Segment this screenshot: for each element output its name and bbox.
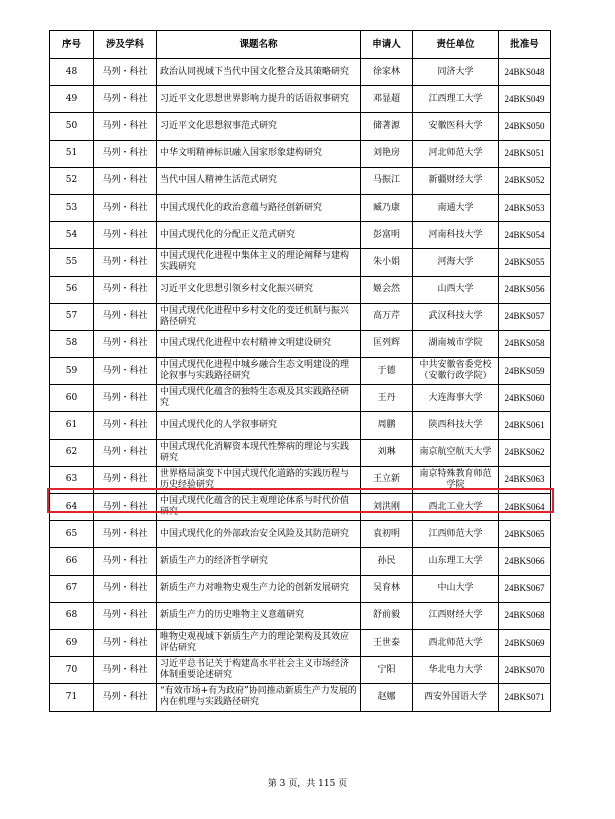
cell-unit: 山西大学	[413, 276, 499, 303]
cell-title: 中国式现代化消解资本现代性弊病的理论与实践研究	[157, 439, 361, 466]
cell-index: 56	[50, 276, 94, 303]
cell-code: 24BKS066	[499, 548, 551, 575]
cell-index: 58	[50, 330, 94, 357]
cell-code: 24BKS053	[499, 194, 551, 221]
cell-title: 新质生产力对唯物史观生产力论的创新发展研究	[157, 575, 361, 602]
cell-discipline: 马列・科社	[94, 575, 157, 602]
cell-title: 世界格局演变下中国式现代化道路的实践历程与历史经验研究	[157, 466, 361, 493]
cell-unit: 西北工业大学	[413, 494, 499, 521]
cell-applicant: 高万芹	[361, 303, 413, 330]
table-row	[50, 684, 551, 711]
table-row	[50, 276, 551, 303]
table-row	[50, 249, 551, 276]
cell-discipline: 马列・科社	[94, 222, 157, 249]
cell-code: 24BKS058	[499, 330, 551, 357]
table-row	[50, 629, 551, 656]
cell-unit: 中山大学	[413, 575, 499, 602]
cell-title: 习近平文化思想叙事范式研究	[157, 113, 361, 140]
cell-applicant: 邓显超	[361, 86, 413, 113]
cell-applicant: 赵娜	[361, 684, 413, 711]
cell-applicant: 刘艳房	[361, 140, 413, 167]
cell-applicant: 刘洪刚	[361, 494, 413, 521]
cell-unit: 江西理工大学	[413, 86, 499, 113]
cell-title: 中国式现代化蕴含的民主观理论体系与时代价值研究	[157, 494, 361, 521]
cell-unit: 河北师范大学	[413, 140, 499, 167]
cell-discipline: 马列・科社	[94, 494, 157, 521]
cell-title: 中国式现代化进程中乡村文化的变迁机制与振兴路径研究	[157, 303, 361, 330]
header-unit: 责任单位	[413, 31, 499, 59]
cell-index: 67	[50, 575, 94, 602]
cell-applicant: 宁阳	[361, 657, 413, 684]
cell-index: 64	[50, 494, 94, 521]
cell-code: 24BKS057	[499, 303, 551, 330]
cell-index: 53	[50, 194, 94, 221]
cell-applicant: 王立新	[361, 466, 413, 493]
cell-code: 24BKS065	[499, 521, 551, 548]
table-row	[50, 358, 551, 385]
cell-unit: 河海大学	[413, 249, 499, 276]
cell-unit: 南京航空航天大学	[413, 439, 499, 466]
cell-discipline: 马列・科社	[94, 86, 157, 113]
table-row	[50, 330, 551, 357]
cell-unit: 新疆财经大学	[413, 167, 499, 194]
cell-unit: 江西财经大学	[413, 602, 499, 629]
cell-discipline: 马列・科社	[94, 439, 157, 466]
table-row	[50, 303, 551, 330]
cell-code: 24BKS059	[499, 358, 551, 385]
cell-unit: 同济大学	[413, 59, 499, 86]
cell-applicant: 王世泰	[361, 629, 413, 656]
cell-unit: 南通大学	[413, 194, 499, 221]
cell-index: 69	[50, 629, 94, 656]
cell-index: 48	[50, 59, 94, 86]
page-footer: 第 3 页，共 115 页	[267, 779, 348, 789]
cell-title: 中国式现代化进程中城乡融合生态文明建设的理论叙事与实践路径研究	[157, 358, 361, 385]
cell-code: 24BKS064	[499, 494, 551, 521]
cell-index: 71	[50, 684, 94, 711]
cell-applicant: 臧乃康	[361, 194, 413, 221]
cell-code: 24BKS067	[499, 575, 551, 602]
table-row	[50, 466, 551, 493]
cell-applicant: 袁初明	[361, 521, 413, 548]
table-row	[50, 439, 551, 466]
cell-unit: 中共安徽省委党校（安徽行政学院）	[413, 358, 499, 385]
cell-code: 24BKS061	[499, 412, 551, 439]
cell-discipline: 马列・科社	[94, 276, 157, 303]
cell-index: 61	[50, 412, 94, 439]
table-row	[50, 385, 551, 412]
cell-index: 62	[50, 439, 94, 466]
cell-code: 24BKS051	[499, 140, 551, 167]
cell-discipline: 马列・科社	[94, 412, 157, 439]
cell-title: 新质生产力的经济哲学研究	[157, 548, 361, 575]
cell-title: 中华文明精神标识融入国家形象建构研究	[157, 140, 361, 167]
table-body	[50, 59, 551, 712]
cell-unit: 河南科技大学	[413, 222, 499, 249]
cell-applicant: 吴育林	[361, 575, 413, 602]
cell-index: 70	[50, 657, 94, 684]
cell-unit: 江西师范大学	[413, 521, 499, 548]
cell-unit: 西安外国语大学	[413, 684, 499, 711]
cell-discipline: 马列・科社	[94, 385, 157, 412]
cell-index: 59	[50, 358, 94, 385]
cell-applicant: 于德	[361, 358, 413, 385]
cell-applicant: 王丹	[361, 385, 413, 412]
cell-code: 24BKS050	[499, 113, 551, 140]
table-row	[50, 140, 551, 167]
cell-index: 52	[50, 167, 94, 194]
cell-index: 68	[50, 602, 94, 629]
cell-unit: 华北电力大学	[413, 657, 499, 684]
table-row	[50, 575, 551, 602]
cell-title: 中国式现代化的分配正义范式研究	[157, 222, 361, 249]
cell-title: “有效市场+有为政府”协同推动新质生产力发展的内在机理与实践路径研究	[157, 684, 361, 711]
cell-unit: 西北师范大学	[413, 629, 499, 656]
table-row	[50, 113, 551, 140]
cell-title: 政治认同视域下当代中国文化整合及其策略研究	[157, 59, 361, 86]
cell-applicant: 储著源	[361, 113, 413, 140]
cell-index: 60	[50, 385, 94, 412]
cell-unit: 大连海事大学	[413, 385, 499, 412]
project-table	[49, 30, 551, 712]
cell-code: 24BKS063	[499, 466, 551, 493]
header-code: 批准号	[499, 31, 551, 59]
cell-title: 中国式现代化的人学叙事研究	[157, 412, 361, 439]
cell-discipline: 马列・科社	[94, 602, 157, 629]
cell-index: 57	[50, 303, 94, 330]
cell-applicant: 姬会然	[361, 276, 413, 303]
cell-code: 24BKS060	[499, 385, 551, 412]
cell-discipline: 马列・科社	[94, 113, 157, 140]
cell-title: 新质生产力的历史唯物主义意蕴研究	[157, 602, 361, 629]
cell-applicant: 舒前毅	[361, 602, 413, 629]
cell-applicant: 周鹏	[361, 412, 413, 439]
table-row	[50, 412, 551, 439]
cell-unit: 安徽医科大学	[413, 113, 499, 140]
cell-code: 24BKS068	[499, 602, 551, 629]
cell-discipline: 马列・科社	[94, 629, 157, 656]
cell-code: 24BKS054	[499, 222, 551, 249]
cell-applicant: 彭富明	[361, 222, 413, 249]
cell-index: 66	[50, 548, 94, 575]
cell-discipline: 马列・科社	[94, 303, 157, 330]
table-row	[50, 59, 551, 86]
cell-title: 当代中国人精神生活范式研究	[157, 167, 361, 194]
table-row	[50, 602, 551, 629]
cell-applicant: 匡列辉	[361, 330, 413, 357]
cell-index: 63	[50, 466, 94, 493]
header-applicant: 申请人	[361, 31, 413, 59]
table-row	[50, 86, 551, 113]
cell-title: 中国式现代化进程中农村精神文明建设研究	[157, 330, 361, 357]
table-row	[50, 657, 551, 684]
cell-index: 65	[50, 521, 94, 548]
cell-title: 中国式现代化的政治意蕴与路径创新研究	[157, 194, 361, 221]
table-row	[50, 167, 551, 194]
cell-applicant: 徐家林	[361, 59, 413, 86]
cell-unit: 湖南城市学院	[413, 330, 499, 357]
cell-code: 24BKS056	[499, 276, 551, 303]
cell-title: 习近平文化思想世界影响力提升的话语叙事研究	[157, 86, 361, 113]
header-title: 课题名称	[157, 31, 361, 59]
cell-title: 唯物史观视域下新质生产力的理论架构及其效应评估研究	[157, 629, 361, 656]
cell-discipline: 马列・科社	[94, 249, 157, 276]
table-row	[50, 194, 551, 221]
cell-index: 51	[50, 140, 94, 167]
cell-discipline: 马列・科社	[94, 521, 157, 548]
cell-code: 24BKS062	[499, 439, 551, 466]
cell-unit: 陕西科技大学	[413, 412, 499, 439]
cell-applicant: 孙民	[361, 548, 413, 575]
cell-code: 24BKS049	[499, 86, 551, 113]
header-index: 序号	[50, 31, 94, 59]
cell-title: 习近平总书记关于构建高水平社会主义市场经济体制重要论述研究	[157, 657, 361, 684]
cell-code: 24BKS069	[499, 629, 551, 656]
table-row	[50, 521, 551, 548]
cell-code: 24BKS071	[499, 684, 551, 711]
cell-title: 中国式现代化蕴含的独特生态观及其实践路径研究	[157, 385, 361, 412]
cell-code: 24BKS070	[499, 657, 551, 684]
table-row	[50, 222, 551, 249]
cell-applicant: 刘琳	[361, 439, 413, 466]
cell-applicant: 朱小娟	[361, 249, 413, 276]
table-row	[50, 548, 551, 575]
cell-discipline: 马列・科社	[94, 684, 157, 711]
cell-code: 24BKS052	[499, 167, 551, 194]
cell-code: 24BKS055	[499, 249, 551, 276]
cell-index: 54	[50, 222, 94, 249]
cell-unit: 山东理工大学	[413, 548, 499, 575]
header-discipline: 涉及学科	[94, 31, 157, 59]
cell-index: 55	[50, 249, 94, 276]
cell-index: 49	[50, 86, 94, 113]
cell-title: 中国式现代化进程中集体主义的理论阐释与建构实践研究	[157, 249, 361, 276]
table-header-row	[50, 31, 551, 59]
cell-title: 中国式现代化的外部政治安全风险及其防范研究	[157, 521, 361, 548]
cell-discipline: 马列・科社	[94, 657, 157, 684]
cell-discipline: 马列・科社	[94, 140, 157, 167]
cell-applicant: 马振江	[361, 167, 413, 194]
cell-discipline: 马列・科社	[94, 330, 157, 357]
cell-discipline: 马列・科社	[94, 358, 157, 385]
cell-discipline: 马列・科社	[94, 466, 157, 493]
cell-index: 50	[50, 113, 94, 140]
cell-discipline: 马列・科社	[94, 194, 157, 221]
cell-discipline: 马列・科社	[94, 548, 157, 575]
cell-code: 24BKS048	[499, 59, 551, 86]
cell-unit: 武汉科技大学	[413, 303, 499, 330]
cell-discipline: 马列・科社	[94, 59, 157, 86]
cell-discipline: 马列・科社	[94, 167, 157, 194]
table-row	[50, 494, 551, 521]
cell-title: 习近平文化思想引领乡村文化振兴研究	[157, 276, 361, 303]
cell-unit: 南京特殊教育师范学院	[413, 466, 499, 493]
